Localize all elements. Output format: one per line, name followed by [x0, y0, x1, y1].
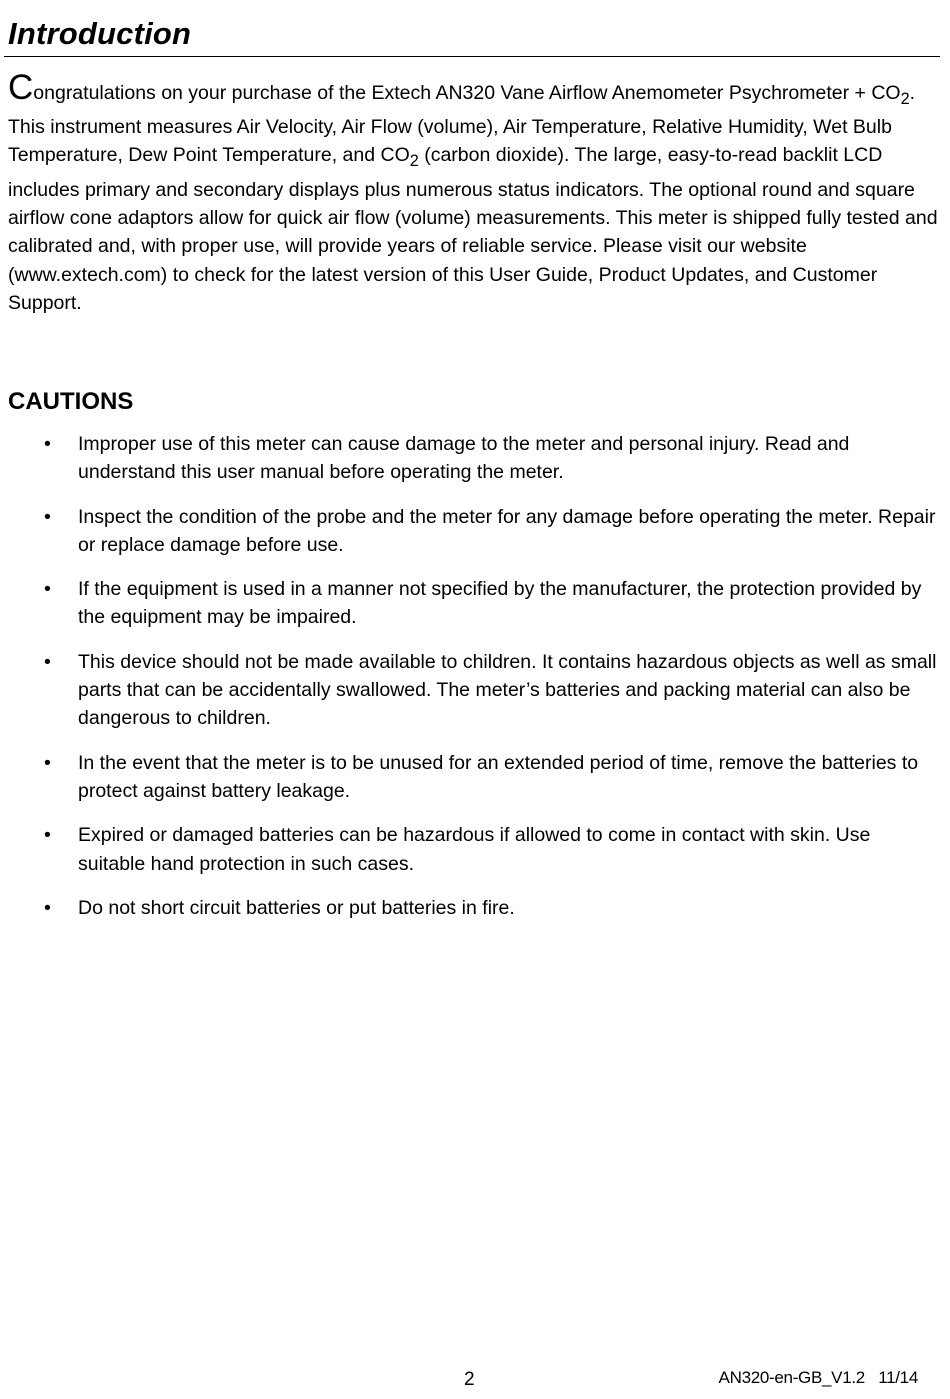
bullet-icon: • [44, 505, 51, 528]
bullet-icon: • [44, 433, 51, 455]
bullet-icon: • [44, 896, 51, 919]
intro-text-part-3: (carbon dioxide). The large, easy-to-read backlit LCD includes primary and secondary displays plus numerous status indicators. The optional round and square airflow cone adaptors allow for quick air flow (volume) measurements. This meter is shipped fully tested and calibrated and, with proper use, will provide years of reliable service. Please visit our website (www.extech.com) to check for the latest version of this User Guide, Product Updates, and Customer Support. [8, 144, 938, 314]
page-number: 2 [464, 1369, 475, 1390]
caution-text: This device should not be made available to children. It contains hazardous objects as well as small parts that can be accidentally swallowed. The meter’s batteries and packing material can also be dangerous to children. [78, 650, 937, 730]
caution-item [0, 821, 938, 878]
cautions-heading: CAUTIONS [8, 388, 134, 415]
intro-text-part-2: . This instrument measures Air Velocity, Air Flow (volume), Air Temperature, Relative Humidity, Wet Bulb Temperature, Dew Point Temperature, and CO [8, 82, 916, 167]
caution-text: Inspect the condition of the probe and the meter for any damage before operating the meter. Repair or replace damage before use. [78, 505, 936, 556]
section-title-introduction: Introduction [8, 16, 192, 51]
caution-text: If the equipment is used in a manner not specified by the manufacturer, the protection provided by the equipment may be impaired. [78, 578, 922, 629]
cautions-list [0, 430, 950, 938]
caution-text: Expired or damaged batteries can be hazardous if allowed to come in contact with skin. Use suitable hand protection in such cases. [78, 824, 871, 875]
co2-subscript-2: 2 [409, 152, 419, 171]
caution-text: Do not short circuit batteries or put batteries in fire. [78, 896, 515, 919]
caution-item [0, 430, 938, 487]
bullet-icon: • [44, 650, 51, 673]
document-version-code: AN320-en-GB_V1.2 11/14 [718, 1368, 918, 1387]
introduction-paragraph [8, 68, 938, 317]
caution-text: In the event that the meter is to be unused for an extended period of time, remove the batteries to protect against battery leakage. [78, 751, 919, 802]
caution-item [0, 749, 938, 806]
caution-item [0, 575, 938, 632]
intro-text-part-1: ongratulations on your purchase of the Extech AN320 Vane Airflow Anemometer Psychrometer + CO [33, 82, 901, 104]
caution-text: Improper use of this meter can cause damage to the meter and personal injury. Read and understand this user manual before operating the meter. [78, 433, 850, 484]
caution-item [0, 894, 938, 922]
bullet-icon: • [44, 751, 51, 774]
drop-cap-letter: C [8, 68, 34, 107]
bullet-icon: • [44, 824, 51, 847]
caution-item [0, 503, 938, 560]
bullet-icon: • [44, 578, 51, 601]
co2-subscript-1: 2 [900, 89, 910, 108]
caution-item [0, 648, 938, 733]
title-underline-rule [4, 56, 940, 57]
